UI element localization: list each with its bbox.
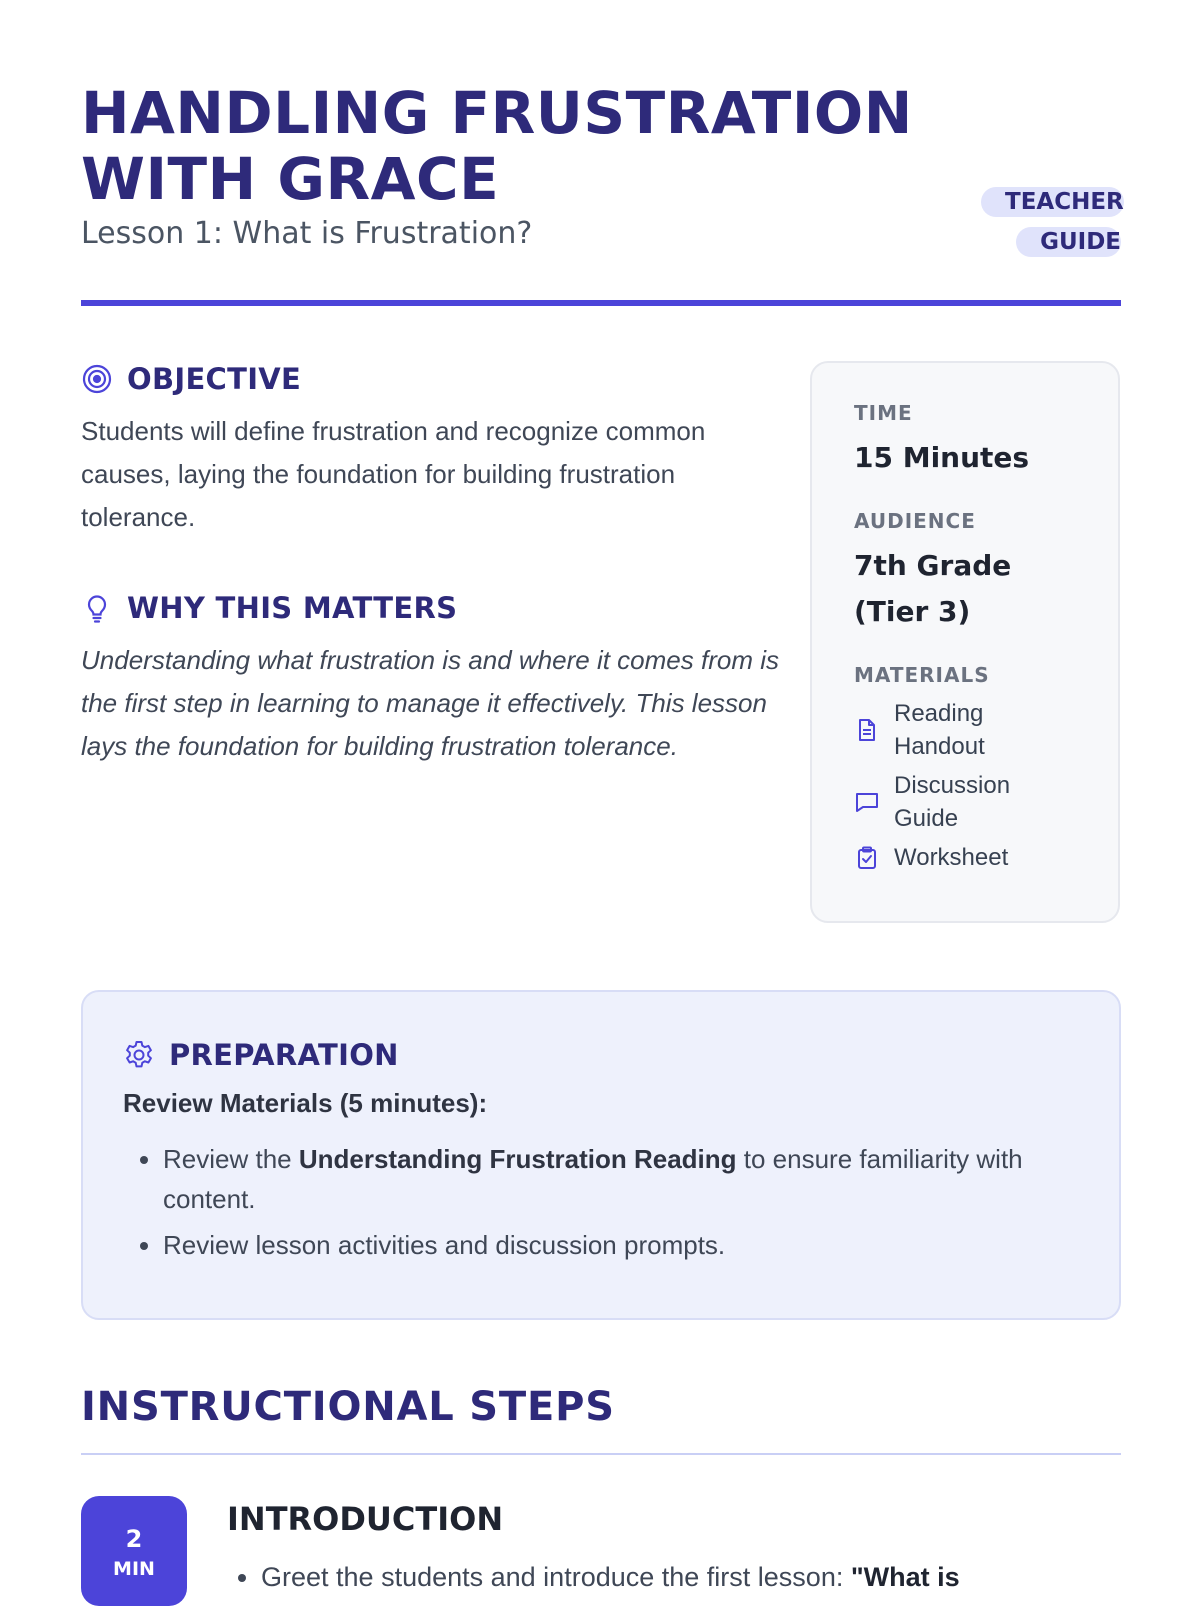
lesson-details-card bbox=[810, 361, 1120, 923]
list-item bbox=[163, 1139, 1079, 1219]
step-duration-unit: MIN bbox=[113, 1558, 155, 1580]
reading-title: Understanding Frustration Reading bbox=[298, 1144, 737, 1174]
why-heading: WHY THIS MATTERS bbox=[127, 591, 458, 625]
step-duration: 2 bbox=[125, 1525, 143, 1553]
why-text: Understanding what frustration is and where it comes from is the first step in learning to manage it effectively. This lesson lays the foundation for building frustration tolerance. bbox=[81, 645, 779, 761]
prep-item-text: Review lesson activities and discussion prompts. bbox=[163, 1230, 726, 1260]
preparation-header bbox=[123, 1038, 1079, 1072]
prep-item-text: Review the bbox=[163, 1144, 299, 1174]
badge-line-1: TEACHER bbox=[981, 187, 1124, 217]
step-duration-badge bbox=[81, 1496, 187, 1606]
teacher-guide-badge bbox=[981, 182, 1124, 262]
materials-label: MATERIALS bbox=[854, 663, 990, 687]
clipboard-check-icon bbox=[854, 845, 880, 871]
lesson-subtitle: Lesson 1: What is Frustration? bbox=[81, 216, 533, 251]
objective-header bbox=[81, 362, 781, 396]
page-header bbox=[81, 79, 1124, 255]
lightbulb-icon bbox=[81, 592, 113, 624]
step-bullet-list bbox=[227, 1557, 1141, 1597]
steps-divider bbox=[81, 1453, 1121, 1455]
list-item bbox=[163, 1225, 1079, 1265]
document-icon bbox=[854, 717, 880, 743]
list-item bbox=[261, 1557, 1141, 1597]
step-bullet-text: Greet the students and introduce the first lesson: bbox=[261, 1562, 851, 1592]
material-label: Reading Handout bbox=[894, 700, 985, 760]
material-item bbox=[854, 841, 1118, 874]
preparation-heading: PREPARATION bbox=[169, 1038, 399, 1072]
step-bullet-emphasis: "What is bbox=[850, 1562, 960, 1592]
objective-text: Students will define frustration and recognize common causes, laying the foundation for building frustration tolerance. bbox=[81, 416, 706, 532]
preparation-card bbox=[81, 990, 1121, 1320]
material-item bbox=[854, 697, 1118, 763]
audience-value: 7th Grade (Tier 3) bbox=[854, 549, 1012, 628]
material-label: Worksheet bbox=[894, 844, 1009, 871]
overview-column bbox=[81, 362, 781, 768]
material-label: Discussion Guide bbox=[894, 772, 1011, 832]
prep-item-text: to ensure familiarity with content. bbox=[163, 1144, 1023, 1214]
materials-list bbox=[854, 697, 1118, 874]
gear-icon bbox=[123, 1039, 155, 1071]
preparation-subheading: Review Materials (5 minutes): bbox=[123, 1088, 488, 1118]
header-divider bbox=[81, 300, 1121, 306]
audience-label: AUDIENCE bbox=[854, 509, 976, 533]
objective-heading: OBJECTIVE bbox=[127, 362, 302, 396]
steps-heading: INSTRUCTIONAL STEPS bbox=[81, 1384, 615, 1430]
time-value: 15 Minutes bbox=[854, 441, 1030, 474]
title-line-2: WITH GRACE bbox=[81, 145, 500, 213]
time-label: TIME bbox=[854, 401, 913, 425]
preparation-list bbox=[123, 1139, 1079, 1265]
material-item bbox=[854, 769, 1118, 835]
page-title bbox=[81, 80, 921, 212]
chat-icon bbox=[854, 789, 880, 815]
target-icon bbox=[81, 363, 113, 395]
title-line-1: HANDLING FRUSTRATION bbox=[81, 79, 913, 147]
why-header bbox=[81, 591, 781, 625]
badge-line-2: GUIDE bbox=[1016, 227, 1121, 257]
step-title: INTRODUCTION bbox=[227, 1500, 504, 1538]
